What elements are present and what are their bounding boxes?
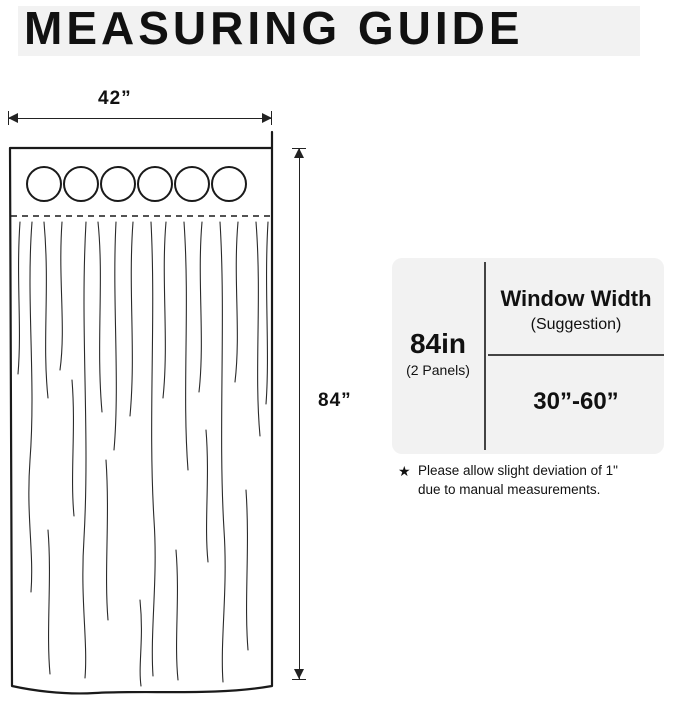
title-bar bbox=[0, 0, 679, 62]
panel-size-value: 84in bbox=[409, 328, 467, 359]
width-arrow-right-icon bbox=[262, 113, 272, 123]
info-card-horizontal-divider bbox=[488, 354, 664, 356]
height-arrow-up-icon bbox=[294, 148, 304, 158]
window-width-range-value: 30”-60” bbox=[533, 388, 619, 415]
height-tick-bottom bbox=[292, 679, 306, 680]
window-width-title: Window Width bbox=[500, 286, 652, 311]
page-title: MEASURING GUIDE bbox=[24, 2, 524, 54]
height-dimension-label: 84” bbox=[318, 390, 352, 411]
note-line-1: Please allow slight deviation of 1" bbox=[418, 463, 618, 478]
height-arrow-down-icon bbox=[294, 669, 304, 679]
star-icon: ★ bbox=[398, 463, 411, 479]
width-dimension-label: 42” bbox=[98, 88, 132, 109]
window-width-subtitle: (Suggestion) bbox=[530, 316, 622, 333]
note-line-2: due to manual measurements. bbox=[418, 482, 601, 497]
panel-count-label: (2 Panels) bbox=[406, 362, 470, 378]
height-dimension-line bbox=[299, 148, 300, 680]
width-dimension-line bbox=[8, 118, 272, 119]
curtain-illustration bbox=[0, 130, 290, 696]
info-card-vertical-divider bbox=[484, 262, 486, 450]
width-arrow-left-icon bbox=[8, 113, 18, 123]
